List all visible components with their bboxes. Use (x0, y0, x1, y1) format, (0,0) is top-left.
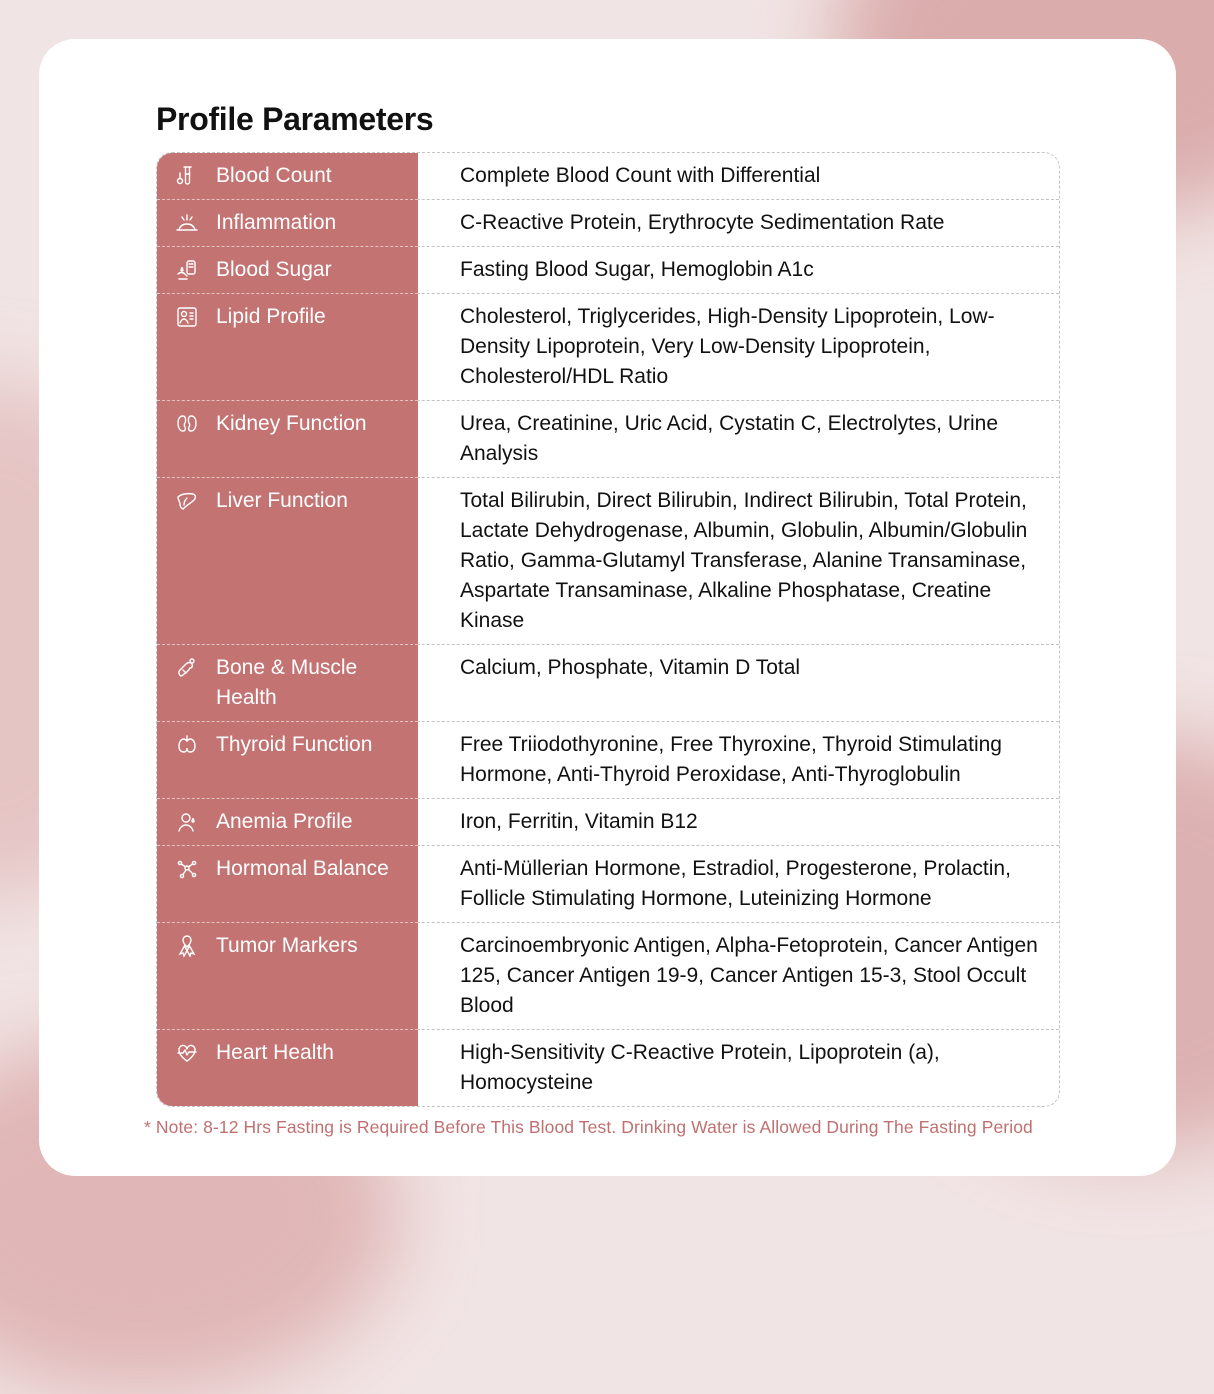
category-cell (157, 799, 418, 846)
category-cell (157, 846, 418, 923)
category-label: Thyroid Function (216, 733, 373, 756)
table-row (157, 294, 1059, 401)
lipid-icon (175, 305, 199, 329)
parameters-table (156, 152, 1060, 1107)
category-label: Blood Count (216, 164, 332, 187)
category-label: Kidney Function (216, 412, 367, 435)
category-cell (157, 478, 418, 645)
category-cell (157, 923, 418, 1030)
category-cell (157, 294, 418, 401)
table-row (157, 153, 1059, 200)
table-row (157, 923, 1059, 1030)
parameters-cell: Complete Blood Count with Differential (460, 164, 821, 187)
category-cell (157, 153, 418, 200)
category-cell (157, 1030, 418, 1106)
parameters-cell: Total Bilirubin, Direct Bilirubin, Indirect Bilirubin, Total Protein, Lactate Dehydrogenase, Albumin, Globulin, Albumin/Globulin Ratio, Gamma-Glutamyl Transferase, Alanine Transaminase, Aspartate Transaminase, Alkaline Phosphatase, Creatine Kinase (460, 489, 1028, 632)
table-row (157, 247, 1059, 294)
parameters-cell: High-Sensitivity C-Reactive Protein, Lipoprotein (a), Homocysteine (460, 1041, 940, 1094)
table-row (157, 401, 1059, 478)
parameters-cell: Urea, Creatinine, Uric Acid, Cystatin C, Electrolytes, Urine Analysis (460, 412, 999, 465)
category-cell (157, 645, 418, 722)
category-label: Tumor Markers (216, 934, 358, 957)
parameters-cell: Iron, Ferritin, Vitamin B12 (460, 810, 698, 833)
table-row (157, 200, 1059, 247)
parameters-cell: Calcium, Phosphate, Vitamin D Total (460, 656, 801, 679)
molecule-icon (175, 857, 199, 881)
category-label: Bone & Muscle Health (216, 656, 358, 709)
category-label: Anemia Profile (216, 810, 353, 833)
category-label: Lipid Profile (216, 305, 326, 328)
thyroid-icon (175, 733, 199, 757)
inflammation-icon (175, 211, 199, 235)
table-row (157, 1030, 1059, 1106)
bone-muscle-icon (175, 656, 199, 680)
category-label: Blood Sugar (216, 258, 332, 281)
parameters-cell: Anti-Müllerian Hormone, Estradiol, Progesterone, Prolactin, Follicle Stimulating Hormone, Luteinizing Hormone (460, 857, 1011, 910)
parameters-cell: Carcinoembryonic Antigen, Alpha-Fetoprotein, Cancer Antigen 125, Cancer Antigen 19-9, Cancer Antigen 15-3, Stool Occult Blood (460, 934, 1038, 1017)
parameters-cell: Cholesterol, Triglycerides, High-Density Lipoprotein, Low-Density Lipoprotein, Very Low-Density Lipoprotein, Cholesterol/HDL Ratio (460, 305, 995, 388)
category-label: Hormonal Balance (216, 857, 389, 880)
category-cell (157, 200, 418, 247)
category-label: Inflammation (216, 211, 337, 234)
category-cell (157, 722, 418, 799)
fasting-note: * Note: 8-12 Hrs Fasting is Required Before This Blood Test. Drinking Water is Allowed During The Fasting Period (144, 1117, 1033, 1137)
parameters-cell: Fasting Blood Sugar, Hemoglobin A1c (460, 258, 814, 281)
liver-icon (175, 489, 199, 513)
test-tube-icon (175, 164, 199, 188)
category-label: Liver Function (216, 489, 348, 512)
table-row (157, 478, 1059, 645)
table-row (157, 846, 1059, 923)
kidney-icon (175, 412, 199, 436)
parameters-cell: Free Triiodothyronine, Free Thyroxine, Thyroid Stimulating Hormone, Anti-Thyroid Peroxidase, Anti-Thyroglobulin (460, 733, 1002, 786)
category-cell (157, 401, 418, 478)
page-title: Profile Parameters (156, 101, 434, 137)
heartbeat-icon (175, 1041, 199, 1065)
category-cell (157, 247, 418, 294)
content-card (39, 39, 1176, 1176)
table-row (157, 799, 1059, 846)
category-label: Heart Health (216, 1041, 334, 1064)
anemia-icon (175, 810, 199, 834)
parameters-cell: C-Reactive Protein, Erythrocyte Sedimentation Rate (460, 211, 945, 234)
table-row (157, 645, 1059, 722)
table-row (157, 722, 1059, 799)
glucose-meter-icon (175, 258, 199, 282)
ribbon-icon (175, 934, 199, 958)
